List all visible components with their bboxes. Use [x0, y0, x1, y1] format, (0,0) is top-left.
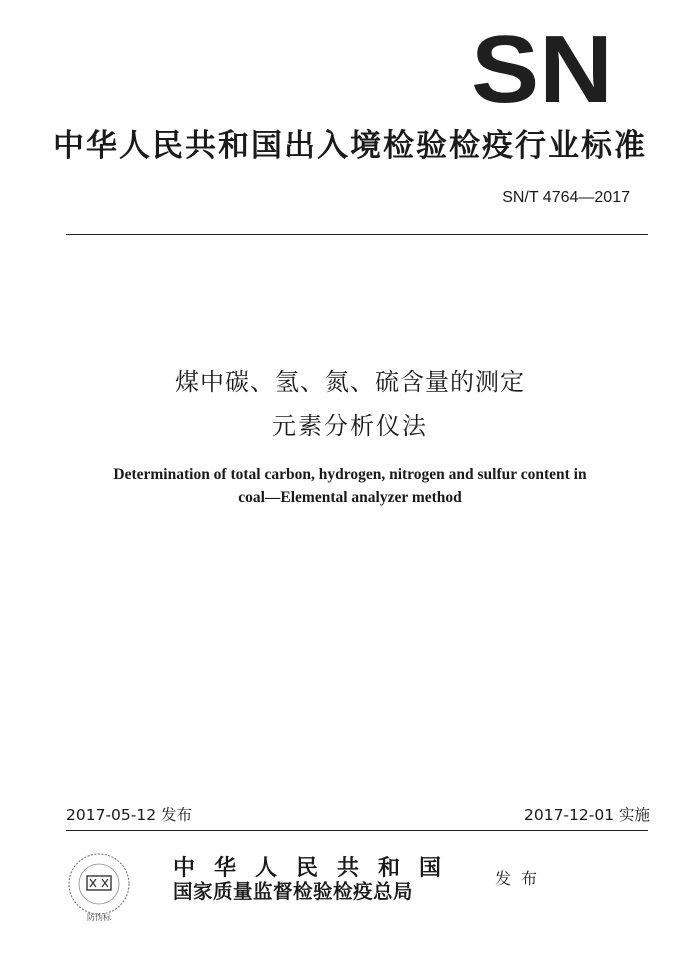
title-en-line1: Determination of total carbon, hydrogen, nitrogen and sulfur content in: [113, 466, 587, 483]
standard-number: SN/T 4764—2017: [502, 189, 630, 206]
issue-action: 发布: [495, 869, 548, 888]
issuer-line2: 国家质量监督检验检疫总局: [173, 880, 414, 903]
implementation-date: 2017-12-01 实施: [523, 806, 650, 824]
sn-logo: [470, 30, 615, 108]
seal-text: 防伪标: [87, 913, 111, 922]
issue-date: 2017-05-12 发布: [66, 806, 193, 824]
title-cn-line1: 煤中碳、氢、氮、硫含量的测定: [175, 368, 525, 396]
title-en-line2: coal—Elemental analyzer method: [238, 489, 462, 506]
anti-counterfeit-seal-icon: [60, 848, 138, 926]
title-cn-line2: 元素分析仪法: [272, 412, 428, 440]
industry-title: 中华人民共和国出入境检验检疫行业标准: [53, 128, 647, 164]
footer-divider: [66, 830, 648, 831]
header-divider: [66, 234, 648, 235]
issuer-line1: 中华人民共和国: [173, 855, 461, 881]
sn-logo-text: SN: [471, 30, 613, 108]
